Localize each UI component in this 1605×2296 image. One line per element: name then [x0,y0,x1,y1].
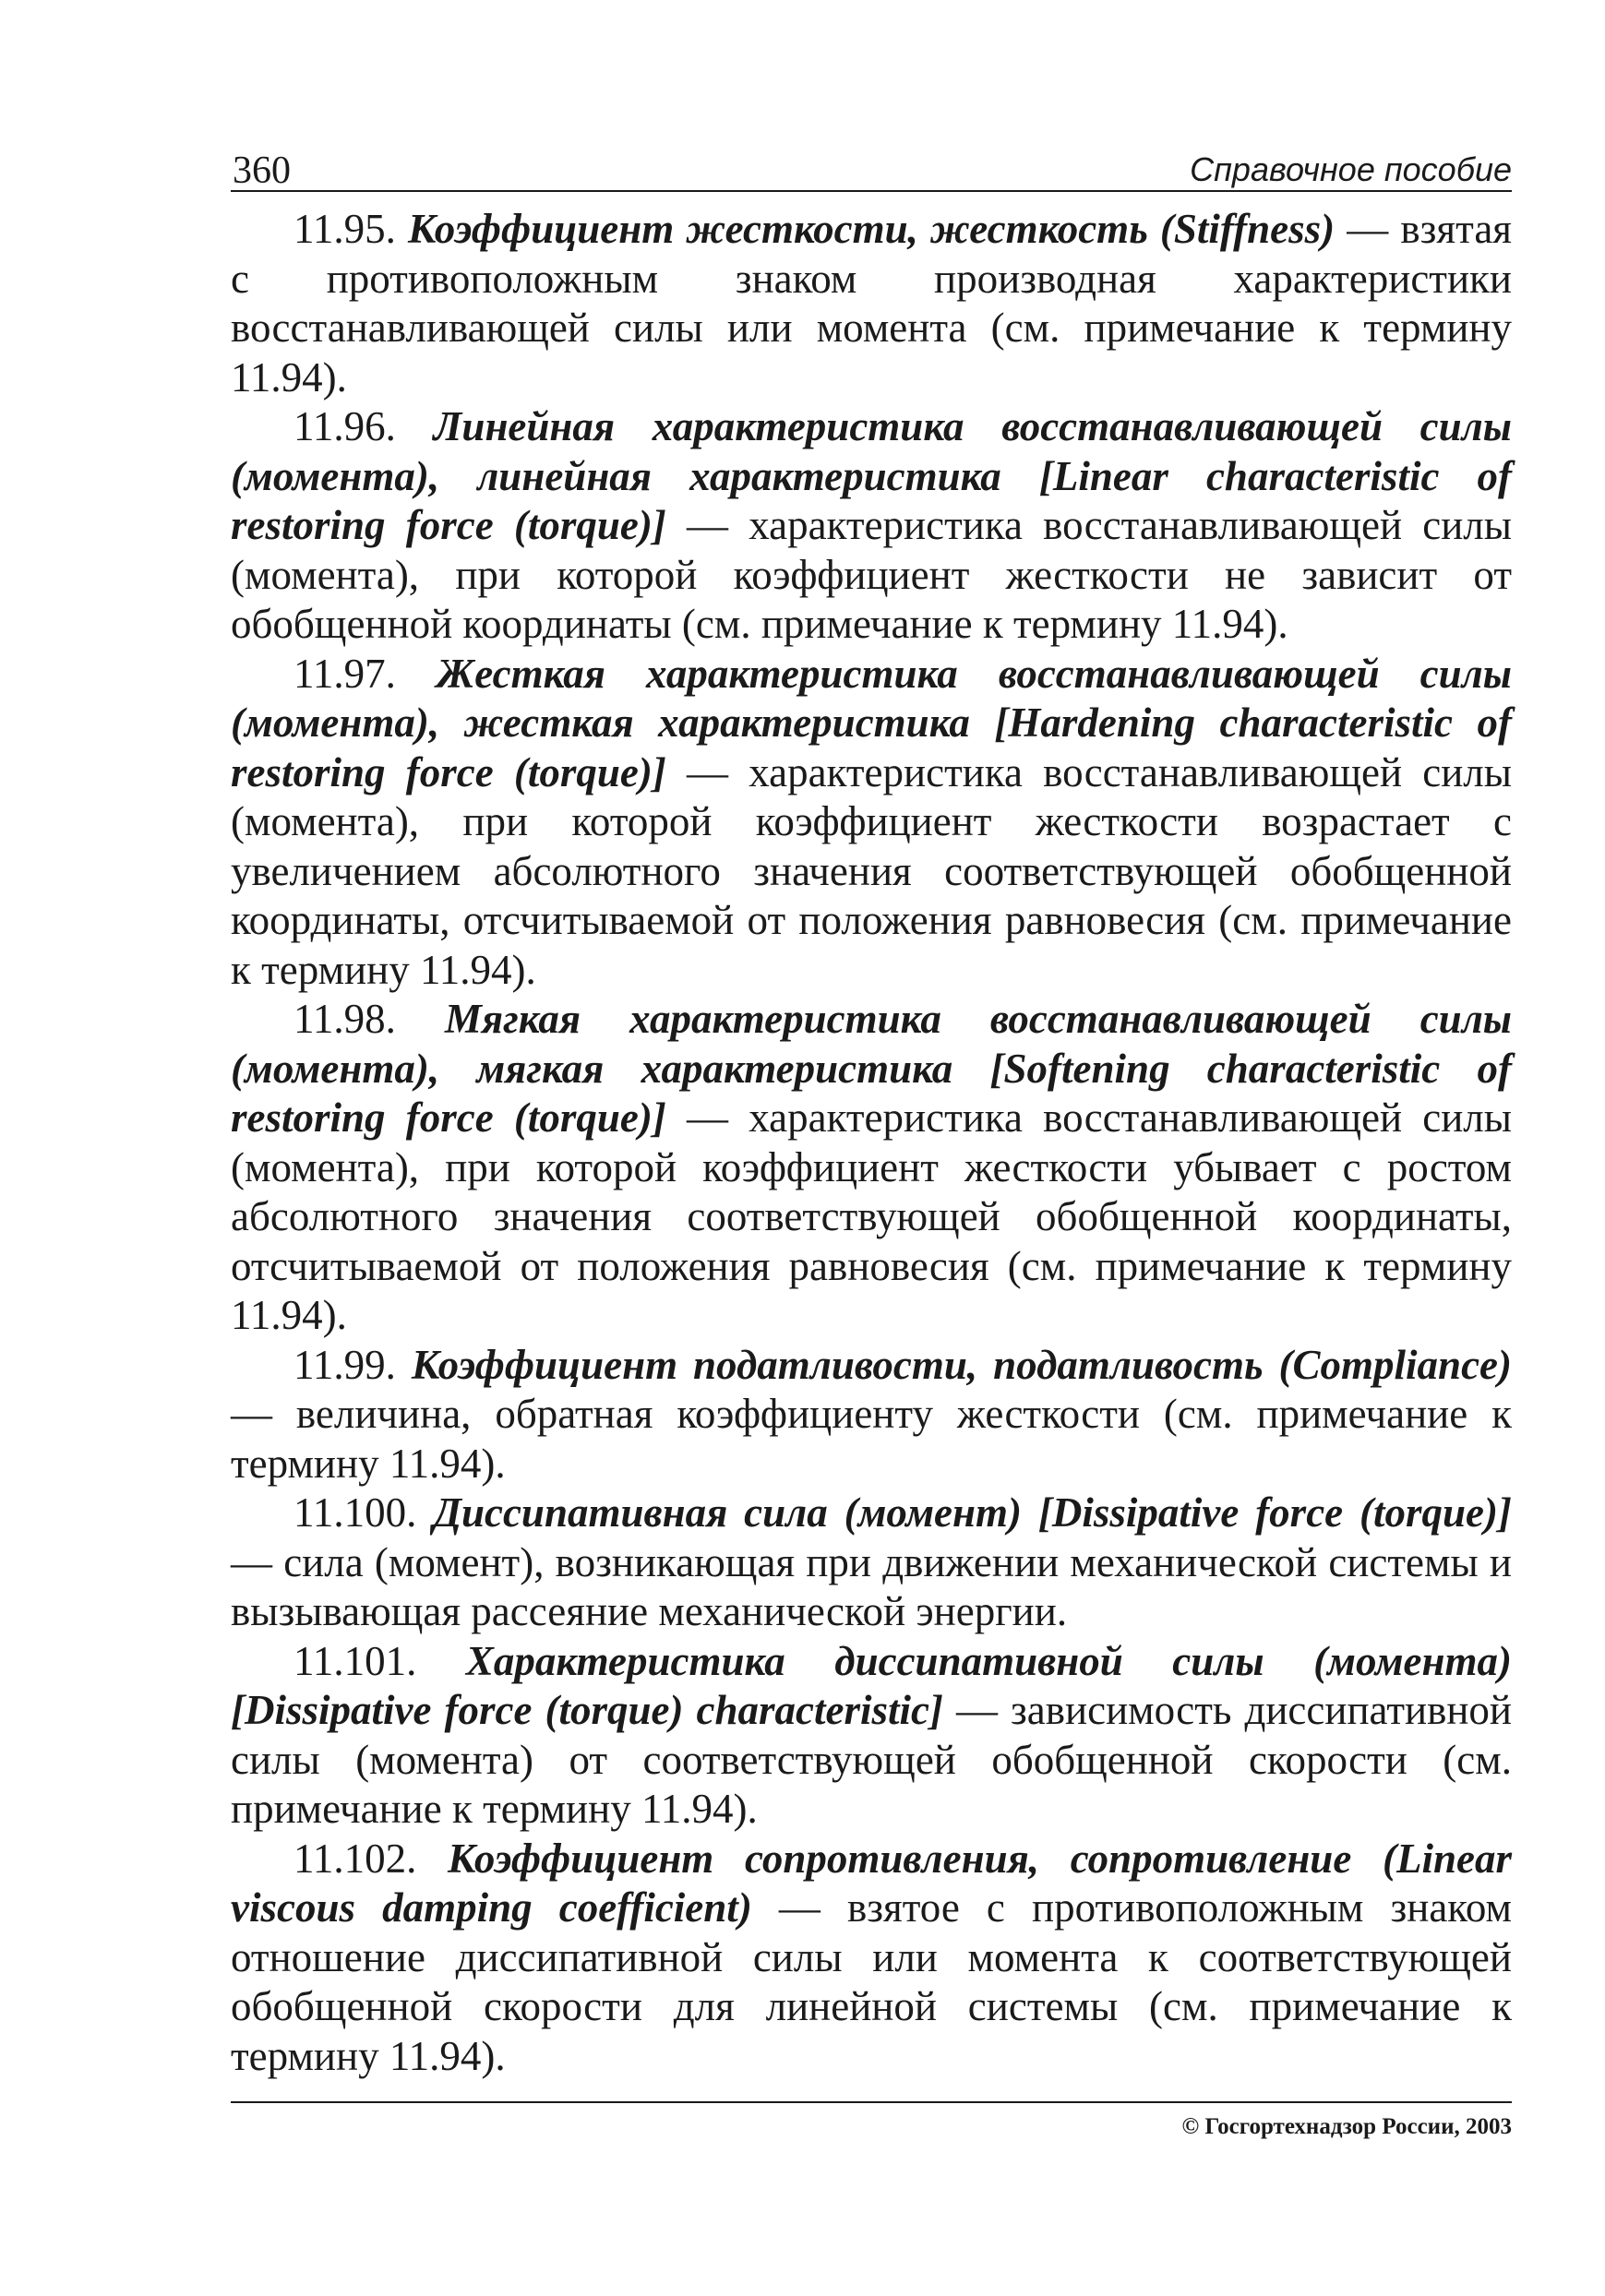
entry-definition: — величина, обратная коэффициенту жесткости (см. примечание к термину 11.94). [231,1391,1512,1487]
section-title: Справочное пособие [1190,150,1512,188]
glossary-entry-11-101 [231,1637,1512,1835]
entry-definition: — характеристика восстанавливающей силы (момента), при которой коэффициент жесткости убывает с ростом абсолютного значения соответствующей обобщенной координаты, отсчитываемой от положения равновесия (см. примечание к термину 11.94). [231,1094,1512,1338]
entry-term: Коэффициент податливости, податливость (Compliance) [411,1341,1512,1388]
glossary-entry-11-102 [231,1835,1512,2082]
entry-number: 11.99. [293,1341,396,1388]
entry-term: Характеристика диссипативной силы (момента) [Dissipative force (torque) characteristic] [231,1637,1513,1733]
entry-number: 11.101. [293,1637,417,1684]
entry-term: Коэффициент сопротивления, сопротивление (Linear viscous damping coefficient) [231,1835,1512,1931]
entry-definition: — характеристика восстанавливающей силы (момента), при которой коэффициент жесткости возрастает с увеличением абсолютного значения соответствующей обобщенной координаты, отсчитываемой от положения равновесия (см. примечание к термину 11.94). [231,748,1512,993]
running-header [231,138,1512,192]
entry-number: 11.98. [293,996,396,1042]
glossary-entry-11-96 [231,402,1512,650]
entry-term: Диссипативная сила (момент) [Dissipative force (torque)] [433,1489,1512,1536]
page-number: 360 [233,149,291,192]
entry-definition: — зависимость диссипативной силы (момента) от соответствующей обобщенной скорости (см. примечание к термину 11.94). [231,1687,1513,1832]
entry-term: Коэффициент жесткости, жесткость (Stiffness) [408,206,1336,252]
copyright-notice: © Госгортехнадзор России, 2003 [1181,2114,1512,2139]
entry-definition: — взятое с противоположным знаком отношение диссипативной силы или момента к соответствующей обобщенной скорости для линейной системы (см. примечание к термину 11.94). [231,1884,1513,2079]
entry-term: Мягкая характеристика восстанавливающей силы (момента), мягкая характеристика [Softening characteristic of restoring force (torque)] [231,996,1513,1141]
entry-number: 11.95. [293,206,396,252]
entry-definition: — характеристика восстанавливающей силы (момента), при которой коэффициент жесткости не зависит от обобщенной координаты (см. примечание к термину 11.94). [231,502,1512,647]
glossary-entry-11-97 [231,650,1512,996]
entry-number: 11.100. [293,1489,417,1536]
entry-definition: — сила (момент), возникающая при движении механической системы и вызывающая рассеяние механической энергии. [231,1538,1512,1634]
entry-number: 11.97. [293,650,396,697]
entry-definition: — взятая с противоположным знаком производная характеристики восстанавливающей силы или момента (см. примечание к термину 11.94). [231,206,1512,401]
glossary-entry-11-100 [231,1489,1512,1637]
document-page [231,138,1512,2140]
glossary-entry-11-99 [231,1341,1512,1489]
glossary-entries [231,205,1512,2081]
entry-term: Жесткая характеристика восстанавливающей силы (момента), жесткая характеристика [Hardening characteristic of restoring force (torque)] [231,650,1513,795]
entry-number: 11.96. [293,403,396,449]
glossary-entry-11-98 [231,995,1512,1341]
entry-term: Линейная характеристика восстанавливающей силы (момента), линейная характеристика [Linear characteristic of restoring force (torque)] [231,403,1513,548]
footer-divider [231,2101,1512,2103]
glossary-entry-11-95 [231,205,1512,402]
entry-number: 11.102. [293,1835,417,1882]
